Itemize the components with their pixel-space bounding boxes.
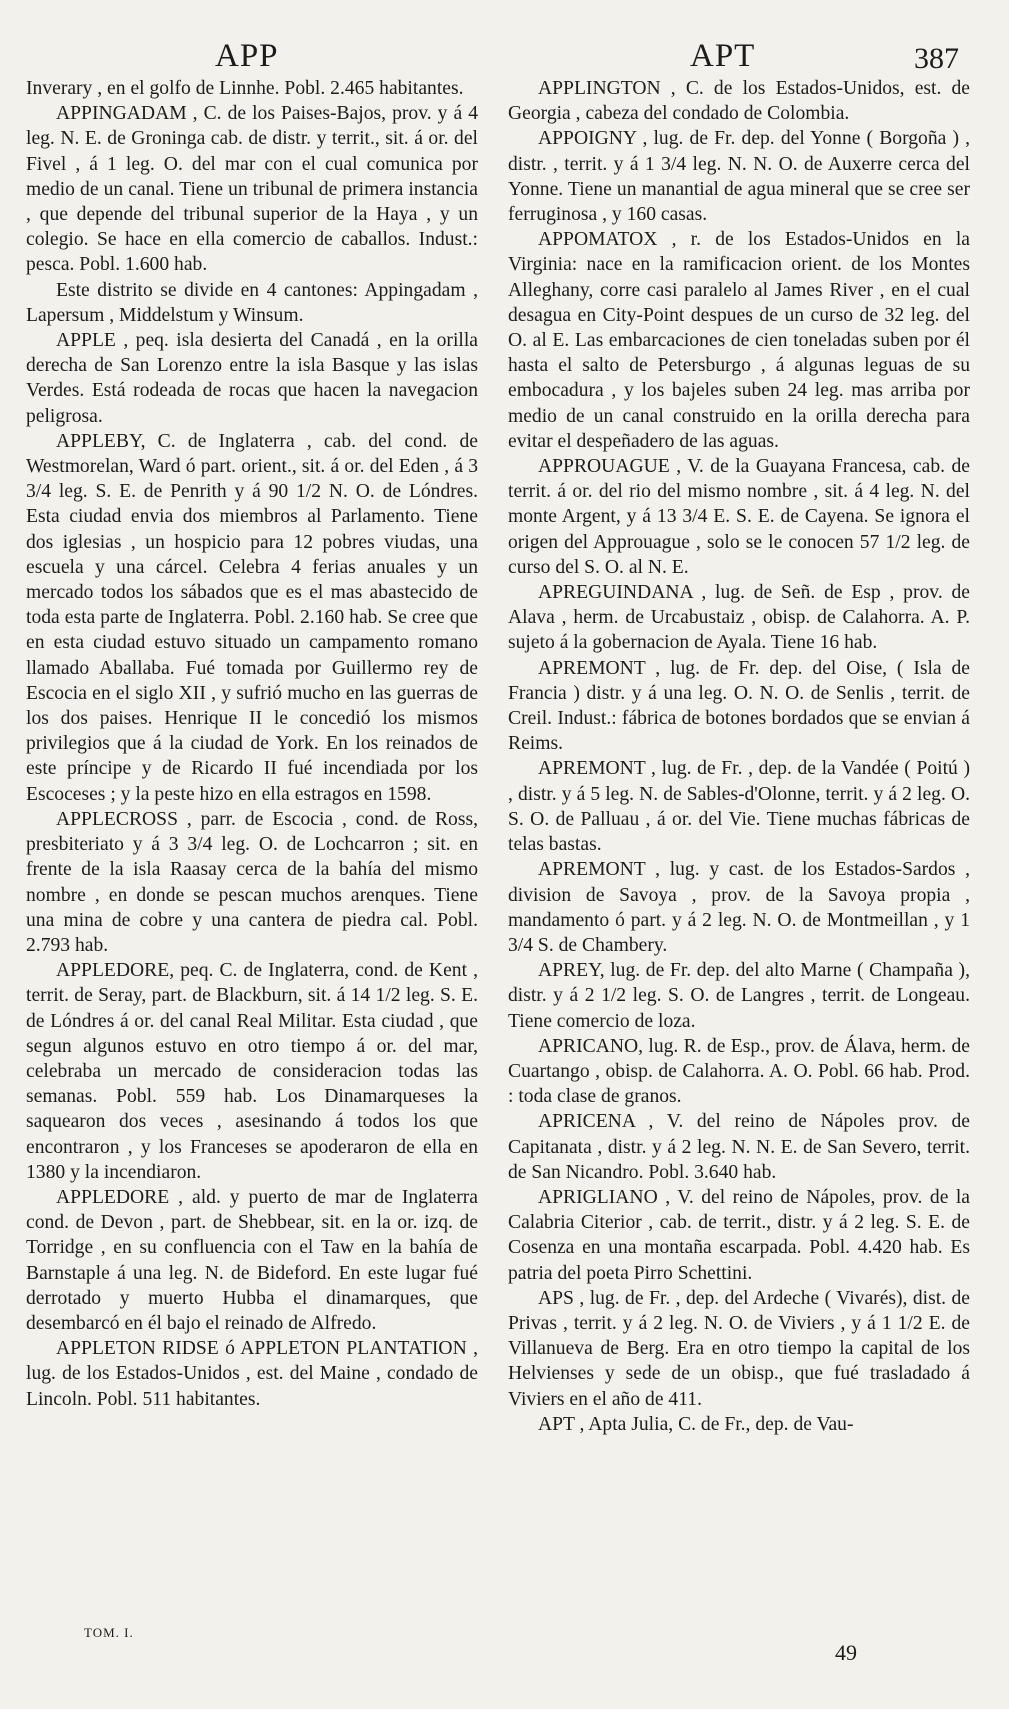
- entry-aprigliano: APRIGLIANO , V. del reino de Nápoles, prov. de la Calabria Citerior , cab. de territ., distr. y á 2 leg. S. E. de Cosenza en una montaña escarpada. Pobl. 4.420 hab. Es patria del poeta Pirro Schettini.: [508, 1186, 970, 1284]
- entry-approuague: APPROUAGUE , V. de la Guayana Francesa, cab. de territ. á or. del rio del mismo nombre , sit. á 4 leg. N. del monte Argent, y á 13 3/4 E. S. E. de Cayena. Se ignora el origen del Approuague , solo se le conocen 57 1/2 leg. de curso del S. O. al N. E.: [508, 456, 970, 578]
- entry-applecross: APPLECROSS , parr. de Escocia , cond. de Ross, presbiteriato y á 3 3/4 leg. O. de Lochcarron ; sit. en frente de la isla Raasay cerca de la bahía del mismo nombre , en donde se pescan muchos arenques. Tiene una mina de cobre y una cantera de piedra cal. Pobl. 2.793 hab.: [26, 808, 478, 956]
- entry-appingadam-note: Este distrito se divide en 4 cantones: Appingadam , Lapersum , Middelstum y Winsum.: [26, 279, 478, 326]
- entry-apremont-savoya: APREMONT , lug. y cast. de los Estados-Sardos , division de Savoya , prov. de la Savoya propia , mandamento ó part. y á 2 leg. N. O. de Montmeillan , y 1 3/4 S. de Chambery.: [508, 859, 970, 956]
- entry-aprey: APREY, lug. de Fr. dep. del alto Marne ( Champaña ), distr. y á 2 1/2 leg. S. O. de Langres , territ. de Longeau. Tiene comercio de loza.: [508, 960, 970, 1032]
- page-number: 387: [914, 42, 959, 75]
- entry-apremont-vandee: APREMONT , lug. de Fr. , dep. de la Vandée ( Poitú ) , distr. y á 5 leg. N. de Sables-d'Olonne, territ. y á 2 leg. O. S. O. de Palluau , á or. del Vie. Tiene muchas fábricas de telas bastas.: [508, 758, 970, 856]
- right-column: [508, 76, 970, 1437]
- signature-mark: 49: [835, 1640, 857, 1665]
- entry-appomatox: APPOMATOX , r. de los Estados-Unidos en la Virginia: nace en la ramificacion orient. de los Montes Alleghany, corre casi paralelo al James River , en el cual desagua en City-Point despues de un curso de 32 leg. del O. al E. Las embarcaciones de cien toneladas suben por él hasta el salto de Petersburgo , á algunas leguas de su embocadura , y los bajeles suben 24 leg. mas arriba por medio de un canal construido en la orilla derecha para evitar el despeñadero de las aguas.: [508, 229, 970, 452]
- running-head-right: APT: [690, 38, 756, 74]
- entry-aps: APS , lug. de Fr. , dep. del Ardeche ( Vivarés), dist. de Privas , territ. y á 2 leg. N. O. de Viviers , y á 1 1/2 E. de Villanueva de Berg. Era en otro tiempo la capital de los Helvienses y sede de un obisp., que fué trasladado á Viviers en el año de 411.: [508, 1287, 970, 1410]
- entry-appleton: APPLETON RIDSE ó APPLETON PLANTATION , lug. de los Estados-Unidos , est. del Maine , condado de Lincoln. Pobl. 511 habitantes.: [26, 1338, 478, 1410]
- entry-apricena: APRICENA , V. del reino de Nápoles prov. de Capitanata , distr. y á 2 leg. N. N. E. de San Severo, territ. de San Nicandro. Pobl. 3.640 hab.: [508, 1111, 970, 1183]
- running-head-left: APP: [215, 38, 279, 74]
- entry-applington: APPLINGTON , C. de los Estados-Unidos, est. de Georgia , cabeza del condado de Colombia.: [508, 78, 970, 125]
- entry-appledore-devon: APPLEDORE , ald. y puerto de mar de Inglaterra cond. de Devon , part. de Shebbear, sit. en la or. izq. de Torridge , en su confluencia con el Taw en la bahía de Barnstaple á una leg. N. de Bideford. En este lugar fué derrotado y muerto Hubba el dinamarques, que desembarcó en él bajo el reinado de Alfredo.: [26, 1186, 478, 1334]
- entry-continuation: Inverary , en el golfo de Linnhe. Pobl. 2.465 habitantes.: [26, 78, 464, 99]
- entry-apple: APPLE , peq. isla desierta del Canadá , en la orilla derecha de San Lorenzo entre la isla Basque y las islas Verdes. Está rodeada de rocas que hacen la navegacion peligrosa.: [26, 330, 478, 427]
- entry-appledore-kent: APPLEDORE, peq. C. de Inglaterra, cond. de Kent , territ. de Seray, part. de Blackburn, sit. á 14 1/2 leg. S. E. de Lóndres á or. del canal Real Militar. Esta ciudad , que segun algunos estuvo en otro tiempo á or. del mar, celebraba un mercado de consideracion todas las semanas. Pobl. 559 hab. Los Dinamarqueses la saquearon dos veces , asesinando á todos los que encontraron , y los Franceses se apoderaron de ella en 1380 y la incendiaron.: [26, 960, 478, 1183]
- entry-apt: APT , Apta Julia, C. de Fr., dep. de Vau-: [538, 1413, 854, 1435]
- entry-appingadam: APPINGADAM , C. de los Paises-Bajos, prov. y á 4 leg. N. E. de Groninga cab. de distr. y territ., sit. á or. del Fivel , á 1 leg. O. del mar con el cual comunica por medio de un canal. Tiene un tribunal de primera instancia , que depende del tribunal superior de la Haya , y un colegio. Se hace en ella comercio de caballos. Indust.: pesca. Pobl. 1.600 hab.: [26, 103, 478, 276]
- volume-mark: TOM. I.: [84, 1625, 134, 1640]
- entry-appoigny: APPOIGNY , lug. de Fr. dep. del Yonne ( Borgoña ) , distr. , territ. y á 1 3/4 leg. N. N. O. de Auxerre cerca del Yonne. Tiene un manantial de agua mineral que se cree ser ferruginosa , y 160 casas.: [508, 128, 970, 226]
- entry-appleby: APPLEBY, C. de Inglaterra , cab. del cond. de Westmorelan, Ward ó part. orient., sit. á or. del Eden , á 3 3/4 leg. S. E. de Penrith y á 90 1/2 N. O. de Lóndres. Esta ciudad envia dos miembros al Parlamento. Tiene dos iglesias , un hospicio para 12 pobres viudas, una escuela y una cárcel. Celebra 4 ferias anuales y un mercado todos los sábados que es el mas abastecido de toda esta parte de Inglaterra. Pobl. 2.160 hab. Se cree que en esta ciudad estuvo situado un campamento romano llamado Aballaba. Fué tomada por Guillermo rey de Escocia en el siglo XII , y sufrió mucho en las guerras de los dos paises. Henrique II le concedió los mismos privilegios que á la ciudad de York. En los reinados de este príncipe y de Ricardo II fué incendiada por los Escoceses ; y la peste hizo en ella estragos en 1598.: [26, 430, 478, 805]
- entry-apricano: APRICANO, lug. R. de Esp., prov. de Álava, herm. de Cuartango , obisp. de Calahorra. A. O. Pobl. 66 hab. Prod. : toda clase de granos.: [508, 1035, 970, 1108]
- entry-apremont-oise: APREMONT , lug. de Fr. dep. del Oise, ( Isla de Francia ) distr. y á una leg. O. N. O. de Senlis , territ. de Creil. Indust.: fábrica de botones bordados que se envian á Reims.: [508, 657, 970, 755]
- entry-apreguindana: APREGUINDANA , lug. de Señ. de Esp , prov. de Alava , herm. de Urcabustaiz , obisp. de Calahorra. A. P. sujeto á la gobernacion de Ayala. Tiene 16 hab.: [508, 582, 970, 654]
- left-column: [26, 76, 478, 1412]
